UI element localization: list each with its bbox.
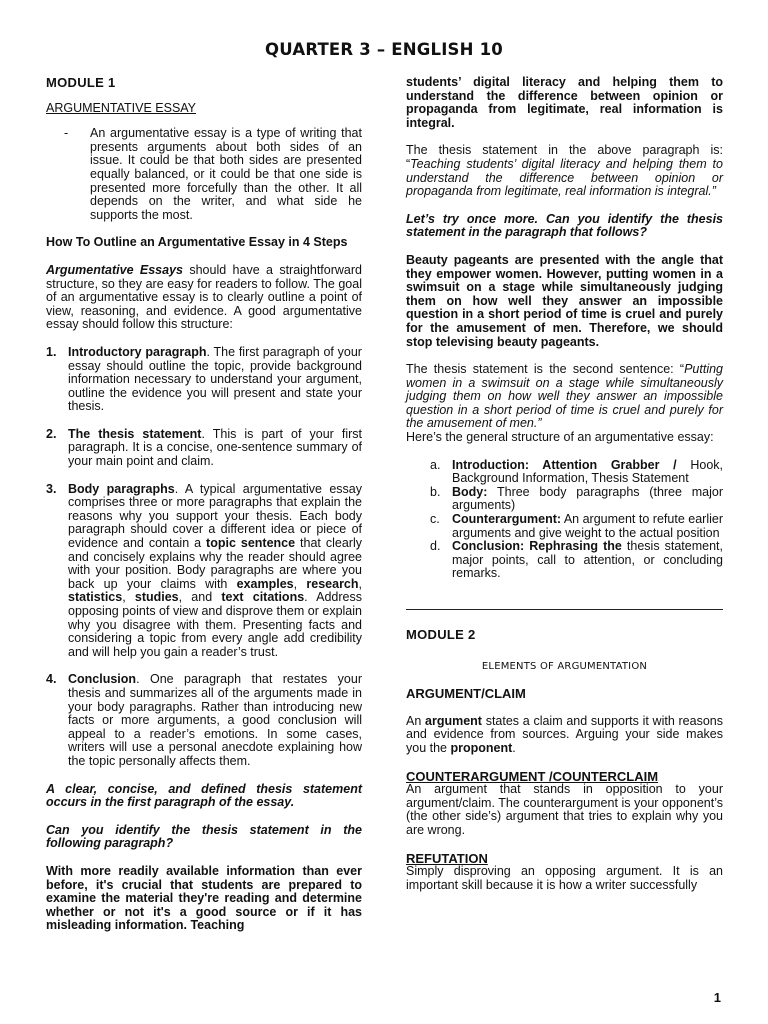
step-2 <box>46 428 362 469</box>
step-number: 3. <box>46 481 57 496</box>
page-title: QUARTER 3 – ENGLISH 10 <box>265 40 503 59</box>
refutation-text: Simply disproving an opposing argument. It is an important skill because it is how a writer successfully <box>406 864 723 892</box>
keyword-statistics: statistics <box>68 590 123 605</box>
example-paragraph-1: With more readily available information than ever before, it's crucial that students are prepared to examine the material they're reading and determine whether or not it's a good source or if it has misleading information. Teaching <box>46 863 362 933</box>
step-number: 2. <box>46 426 57 441</box>
keyword-proponent: proponent <box>450 740 513 755</box>
intro-bullet <box>64 127 362 222</box>
clear-thesis-note: A clear, concise, and defined thesis statement occurs in the first paragraph of the essay. <box>46 781 362 810</box>
outline-heading: How To Outline an Argumentative Essay in 4 Steps <box>46 235 348 250</box>
keyword-studies: studies <box>134 590 179 605</box>
keyword-topic-sentence: topic sentence <box>206 536 296 551</box>
claim-text: states a claim and supports it with reasons and evidence from sources. Arguing your side makes you the <box>406 713 723 755</box>
step-1 <box>46 346 362 414</box>
step-term: Conclusion <box>68 672 137 687</box>
example-paragraph-2: Beauty pageants are presented with the angle that they empower women. However, putting women in a swimsuit on a stage while simultaneously judging them on how well they answer an impossible question in a short period of time is cruel and purely for the amusement of men. Therefore, we should stop televising beauty pageants. <box>406 252 723 349</box>
step-text: . One paragraph that restates your thesis and summarizes all of the arguments made in your body paragraphs. Rather than introducing new facts or more arguments, a good conclusion will appeal to a reader’s emotions. In some cases, writers will use a personal anecdote explaining how the topic personally affects them. <box>68 672 362 768</box>
page-number: 1 <box>713 990 721 1005</box>
item-text: thesis statement, major points, call to attention, or concluding remarks. <box>452 539 723 581</box>
item-text: Three body paragraphs (three major arguments) <box>452 484 723 513</box>
thesis-2-explanation <box>406 363 723 431</box>
step-number: 4. <box>46 672 57 687</box>
structure-intro: Here’s the general structure of an argumentative essay: <box>406 430 714 445</box>
step-text: . A typical argumentative essay comprises three or more paragraphs that explain the reasons why you support your thesis. Each body paragraph should cover a different idea or piece of evidence and contain a <box>68 481 362 551</box>
refutation-heading: REFUTATION <box>406 850 488 866</box>
argumentative-essays-term: Argumentative Essays <box>46 262 183 277</box>
keyword-research: research <box>306 576 359 591</box>
module-2-heading: MODULE 2 <box>406 627 476 642</box>
step-term: Introductory paragraph <box>68 344 207 359</box>
intro-bullet-text: An argumentative essay is a type of writing that presents arguments about both sides of an issue. It could be that both sides are presented equally balanced, or it could be that one side is presented more forcefully than the other. It all depends on the writer, and what side he supports the most. <box>90 126 362 222</box>
elements-heading: ELEMENTS OF ARGUMENTATION <box>481 660 648 672</box>
item-marker: a. <box>430 457 441 472</box>
section-divider <box>406 609 723 610</box>
counterargument-heading: COUNTERARGUMENT /COUNTERCLAIM <box>406 768 659 784</box>
thesis-1-explanation <box>406 144 723 198</box>
step-3 <box>46 483 362 660</box>
step-text: . Address opposing points of view and disprove them or explain why you disagree with them. Presenting facts and considering a topic from every angle add credibility and will help you gain a reader’s trust. <box>68 590 362 659</box>
structure-item-a <box>430 459 723 486</box>
step-text: . This is part of your first paragraph. It is a concise, one-sentence summary of your main point and claim. <box>68 426 362 469</box>
step-text: that clearly and concisely explains why the reader should agree with your position. Body paragraphs are where you back up your claims with <box>68 536 362 591</box>
comma: , <box>358 576 362 591</box>
thesis-2-intro: The thesis statement is the second sentence: “ <box>406 362 685 377</box>
item-term: Conclusion: Rephrasing the <box>452 539 622 554</box>
argumentative-essay-heading: ARGUMENTATIVE ESSAY <box>46 100 197 115</box>
period: . <box>512 740 516 755</box>
item-term: Introduction: Attention Grabber / <box>452 457 677 472</box>
thesis-2-quote: Putting women in a swimsuit on a stage while simultaneously judging them on how well they answer an impossible question in a short period of time is cruel and purely for the amusement of men.” <box>406 362 723 431</box>
conjunction: , and <box>178 590 222 605</box>
item-term: Body: <box>452 484 488 499</box>
step-term: The thesis statement <box>68 426 202 441</box>
counterargument-text: An argument that stands in opposition to your argument/claim. The counterargument is your opponent’s (the other side’s) argument that tries to explain why you are wrong. <box>406 782 723 837</box>
item-term: Counterargument: <box>452 512 562 527</box>
left-column <box>46 76 362 933</box>
step-term: Body paragraphs <box>68 481 175 496</box>
module-1-heading: MODULE 1 <box>46 75 116 90</box>
structure-item-c <box>430 513 723 540</box>
step-text: . The first paragraph of your essay should outline the topic, provide background information necessary to understand your argument, outline the evidence you will present and state your thesis. <box>68 344 362 414</box>
right-column <box>406 76 723 892</box>
step-4 <box>46 673 362 768</box>
thesis-1-quote: Teaching students’ digital literacy and helping them to understand the difference between opinion or propaganda from legitimate, real information is integral.” <box>406 156 723 199</box>
example-paragraph-1-continued: students’ digital literacy and helping them to understand the difference between opinion or propaganda from legitimate, real information is integral. <box>406 75 723 130</box>
argumentative-essays-text: should have a straightforward structure, so they are easy for readers to follow. The goal of an argumentative essay is to clearly outline a point of view, reasoning, and evidence. A good argumentative essay should follow this structure: <box>46 262 362 332</box>
question-2: Let’s try once more. Can you identify the thesis statement in the paragraph that follows? <box>406 211 723 240</box>
item-text: Hook, Background Information, Thesis Statement <box>452 457 723 486</box>
item-marker: c. <box>430 512 440 527</box>
question-1: Can you identify the thesis statement in the following paragraph? <box>46 822 362 851</box>
claim-text: An <box>406 713 426 728</box>
keyword-examples: examples <box>236 576 294 591</box>
item-marker: d. <box>430 539 441 554</box>
item-text: An argument to refute earlier arguments and give weight to the actual position <box>452 512 723 540</box>
argument-claim-text <box>406 715 723 756</box>
keyword-argument: argument <box>425 713 482 728</box>
keyword-text-citations: text citations <box>221 590 305 605</box>
thesis-1-intro: The thesis statement in the above paragraph is: “ <box>406 143 723 171</box>
structure-item-b <box>430 486 723 513</box>
step-number: 1. <box>46 344 57 359</box>
comma: , <box>122 590 135 605</box>
dash-marker: - <box>64 126 69 141</box>
argumentative-essays-paragraph <box>46 264 362 332</box>
structure-item-d <box>430 540 723 581</box>
comma: , <box>293 576 307 591</box>
item-marker: b. <box>430 484 441 499</box>
argument-claim-heading: ARGUMENT/CLAIM <box>406 686 526 702</box>
